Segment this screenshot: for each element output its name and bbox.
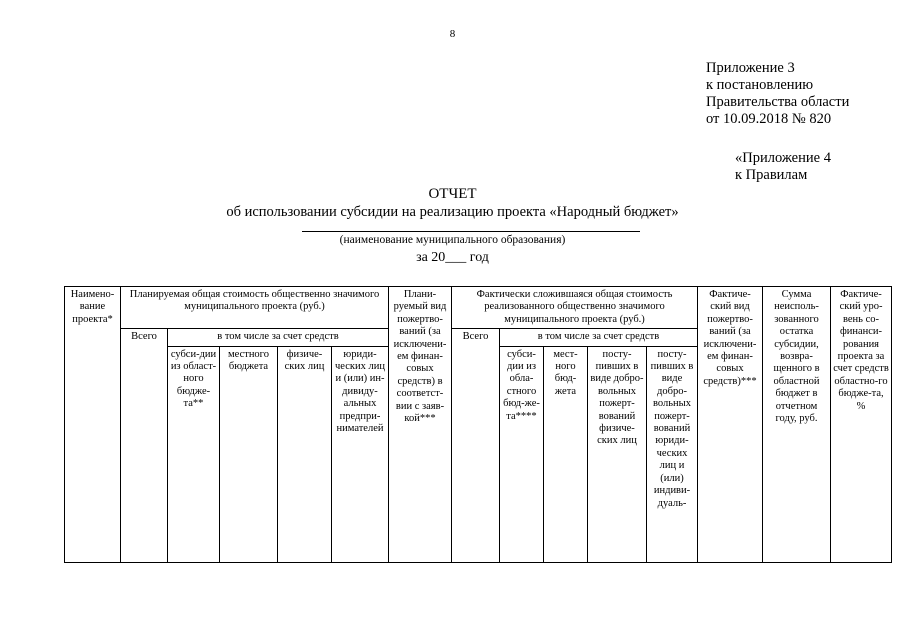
header-planned-legal-entities: юриди-ческих лиц и (или) ин-дивиду-альных предпри-нимателей: [332, 346, 389, 562]
header-planned-total: Всего: [121, 329, 168, 562]
appendix-prev-line: к Правилам: [735, 167, 808, 183]
appendix-line: к постановлению: [706, 77, 814, 93]
header-actual-total: Всего: [452, 329, 500, 562]
header-planned-inkind: Плани-руемый вид пожертво-ваний (за исключени-ем финан-совых средств) в соответст-вии с заяв-кой***: [389, 287, 452, 563]
header-planned-local-budget: местного бюджета: [220, 346, 278, 562]
appendix-line: от 10.09.2018 № 820: [706, 111, 832, 127]
header-actual-local-budget: мест-ного бюд-жета: [544, 346, 588, 562]
report-table: [64, 286, 892, 563]
appendix-prev-line: «Приложение 4: [735, 150, 831, 166]
mo-caption: (наименование муниципального образования): [339, 234, 566, 246]
appendix-block: [706, 60, 849, 128]
header-actual-individuals: посту-пивших в виде добро-вольных пожерт-вований физиче-ских лиц: [588, 346, 647, 562]
header-unused-balance: Сумма неисполь-зованного остатка субсидии, возвра-щенного в областной бюджет в отчетном году, руб.: [763, 287, 831, 563]
header-actual-including: в том числе за счет средств: [500, 329, 698, 346]
header-planned-individuals: физиче-ских лиц: [278, 346, 332, 562]
mo-blank-line: [302, 231, 640, 232]
header-actual-legal-entities: посту-пивших в виде добро-вольных пожерт-вований юриди-ческих лиц и (или) индиви-дуаль-: [647, 346, 698, 562]
header-planned-including: в том числе за счет средств: [168, 329, 389, 346]
report-year: за 20___ год: [416, 250, 489, 265]
document-title: ОТЧЕТ: [428, 186, 477, 202]
header-planned-regional-subsidy: субси-дии из област-ного бюдже-та**: [168, 346, 220, 562]
page-number: 8: [449, 28, 456, 40]
header-cofinancing-level: Фактиче-ский уро-вень со-финанси-рования проекта за счет средств областно-го бюдже-та, %: [831, 287, 892, 563]
appendix-line: Правительства области: [706, 94, 850, 110]
header-actual-inkind: Фактиче-ский вид пожертво-ваний (за исключени-ем финан-совых средств)***: [698, 287, 763, 563]
appendix-prev-block: [735, 150, 831, 184]
header-actual-regional-subsidy: субси-дии из обла-стного бюд-же-та****: [500, 346, 544, 562]
appendix-line: Приложение 3: [706, 60, 795, 76]
header-project-name: Наимено-вание проекта*: [65, 287, 121, 563]
header-actual-cost: Фактически сложившаяся общая стоимость реализованного общественно значимого муниципального проекта (руб.): [452, 287, 698, 329]
header-planned-cost: Планируемая общая стоимость общественно значимого муниципального проекта (руб.): [121, 287, 389, 329]
document-subtitle: об использовании субсидии на реализацию проекта «Народный бюджет»: [226, 204, 679, 220]
